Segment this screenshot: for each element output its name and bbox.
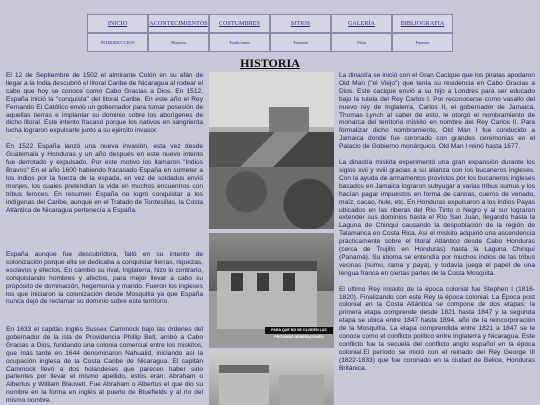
historic-town-photo [209, 72, 334, 229]
nav-link-bibliografia[interactable]: BIBLIOGRAFIA [392, 14, 453, 33]
nav-link-galeria[interactable]: GALERÍA [331, 14, 392, 33]
paragraph: En 1522 España lanzó una nueva invasión, esta vez desde Guatemala y Honduras y un año después en este nuevo intento fue derrotado y expulsado. Por este motivo los llamaron "Indios Bravos" En el año 1600 habiendo fracasado España en someter a los indios por la fuerza de la espada, en vez de soldados envió monjes, los cuales pretendían la vida en muchos encuentros con tribus feroces. En resumen España no logró conquistar a los indígenas del Caribe, aunque en el Tratado de Tordesillas, la Costa Atlántica de Nicaragua pertenecía a España. [6, 143, 203, 214]
nav-link-sitios[interactable]: SITIOS [270, 14, 331, 33]
paragraph: El 12 de Septiembre de 1502 el almirante Colón en su afán de llegar a la India descubrió el litoral Caribe de Nicaragua al rodear el cabo que hoy se conoce como Cabo Gracias a Dios. En 1512, España inició la "conquista" del litoral Caribe. En este año el Rey Fernando El Católico envió un gobernador para tomar posesión de aquellas tierras e implantar su dominio sobre los aborígenes de dicho litoral. Este intento fracasó porque los nativos en sangrienta lucha lograron expulsarle junto a su ejército invasor. [6, 72, 203, 135]
nav-sublink-vista[interactable]: Vista [331, 33, 392, 52]
page-title: HISTORIA [240, 56, 300, 70]
left-column-top [6, 72, 203, 222]
paragraph: La dinastía miskita experimentó una gran expansión durante los siglos xvii y xviii gracias a su alianza con los bucaneros ingleses. Con la ayuda de armamentos provistos por los bucaneros ingleses basados en Jamaica lograron subyugar a varias tribus sumus y los hacían pagar impuestos en forma de canoas, cueros de venado, maíz, cacao, hule, etc. En Honduras expulsaron a los indios Payas ubicados en las riberas del Río Tinto o Negro y al sur lograron extender sus dominios hasta el Río San Juan, llegando hasta la Laguna de Chiriquí causando la despoblación de la región de Talamanca en Costa Rica. Así el miskito adquirió una ascendencia prácticamente sobre el litoral Atlántico desde Cabo Honduras (cerca de Trujillo en Honduras) hasta la Laguna Chiriquí (Panamá). Su idioma se entendía por muchos indios de las tribus vecinas (sumu, rama y paya), y todavía juega el papel de una lengua franca en ciertas partes de la Costa Mosquita. [339, 159, 535, 277]
paragraph: España aunque fue descubridora, falló en su intento de colonización porque ella se dedicaba a conquistar tierras, riquezas, esclavos y efectos. En cambio su rival, Inglaterra, hizo lo contrario, conquistando hombres y afectos, para mejor llevar a cabo su propósito de dominación, hegemonía y mando. Fueron los ingleses los que iniciaron la colonización desde Mosquitia ya que España nunca dejó de reclamar su dominio sobre este territorio. [6, 251, 203, 306]
top-navigation [87, 14, 453, 52]
nav-sublink-introduccion[interactable]: INTRODUCCION [87, 33, 148, 52]
nav-sublink-turismo[interactable]: Turismo [270, 33, 331, 52]
left-column-bottom [6, 326, 203, 405]
paragraph: En 1633 el capitán Inglés Sussex Cammock bajo las órdenes del gobernador de la isla de Providencia Phillip Bell, arribó a Cabo Gracias a Dios, fundando una colonia comercial entre los miskitos, que más tarde en 1644 denominaron Nahualid, iniciando así la ocupación inglesa de la Costa Caribe de Nicaragua. El capitán Cammock llevó a dos holandeses que parecen haber sido parientes por llevar el mismo apellido, estos eran: Abraham o Albertus y William Blauvelt. Fue Abraham o Albertus el que dio su nombre en la forma en inglés al puerto de Bluefields y al río del mismo nombre. [6, 326, 203, 405]
nav-link-inicio[interactable]: INICIO [87, 14, 148, 33]
paragraph: La dinastía se inició con el Gran Cacique que los piratas apodaron Old Man ("el Viejo") que tenía su residencia en Cabo Gracias a Dios. Este cacique envió a su hijo a Londres para ser educado bajo la tutela del Rey Carlos I. Por reconocerse como vasallo del nuevo rey de Inglaterra, Carlos II, el gobernador de Jamaica, Thomas Lynch al saber de esto, le otorgó el nombramiento de monarca del territorio miskito en nombre del Rey Carlos II. Para formalizar dicho nombramiento, Old Man I fue conducido a Jamaica donde fue coronado con grandes ceremonias en el Palacio de Gobierno monárquico. Old Man I reinó hasta 1677. [339, 72, 535, 151]
nav-sublink-tradiciones[interactable]: Tradiciones [209, 33, 270, 52]
nav-link-costumbres[interactable]: COSTUMBRES [209, 14, 270, 33]
nav-sublink-historia[interactable]: Historia [148, 33, 209, 52]
photo-caption: PARA QUE NO SE OLVIDEN LAS PRÓXIMAS GENERACIONES [265, 327, 333, 334]
right-column [339, 72, 535, 381]
left-column-middle [6, 251, 203, 314]
nav-sublink-fuentes[interactable]: Fuentes [392, 33, 453, 52]
historic-church-photo [209, 350, 334, 405]
nav-link-acontecimientos[interactable]: ACONTECIMIENTOS [148, 14, 209, 33]
paragraph: El ultimo Rey miskito de la época colonial fue Stephen I (1816-1820). Finalizando con este Rey la época colonial. La Época post colonial en la Costa Atlántica se compone de dos etapas: la primera etapa comprende desde 1821 hasta 1847 y la segunda etapa se ubica entre 1847 hasta 1894, año de la reincorporación de la Mosquitia. La etapa comprendida entre 1821 a 1847 se le conoce como el conflicto político entre Inglaterra y Nicaragua. Este conflicto fue la secuela del conflicto anglo español en la época colonial.El período se inició con el reinado del Rey George III (1822-1833) que fue coronado en la ciudad de Belice, Honduras Británica. [339, 285, 535, 372]
